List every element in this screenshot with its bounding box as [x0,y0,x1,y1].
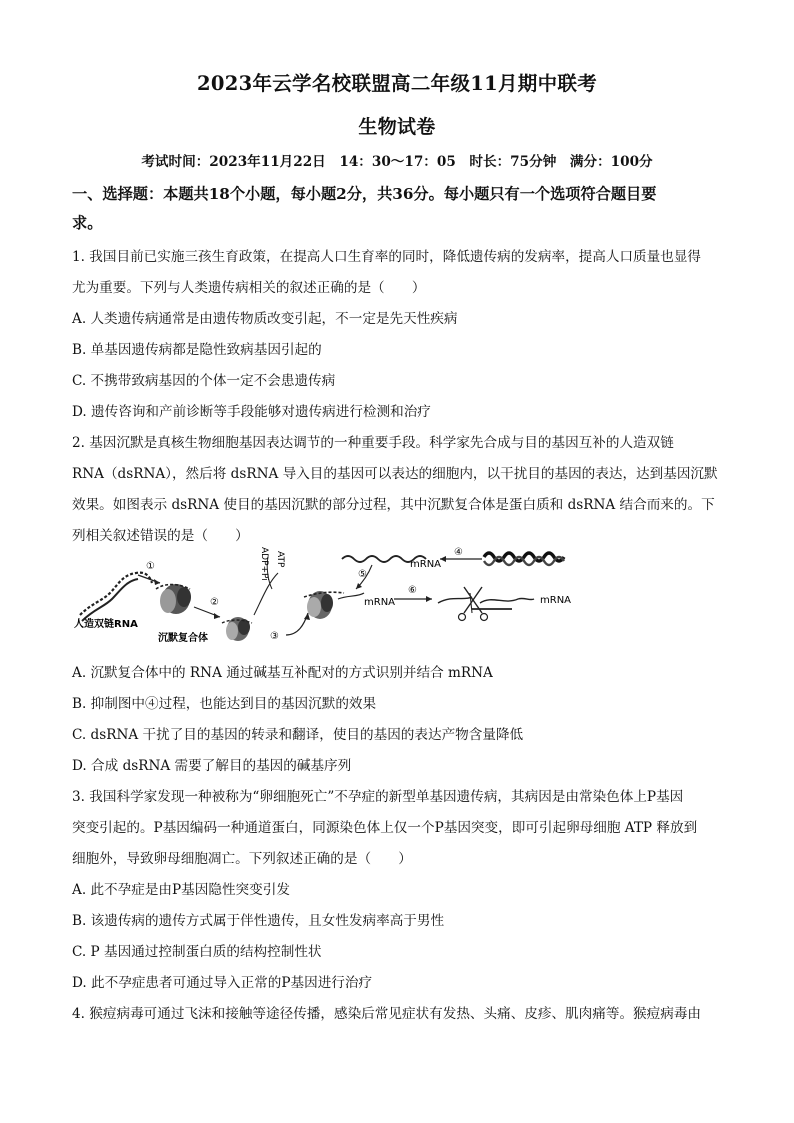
q2-stem-line1: 2. 基因沉默是真核生物细胞基因表达调节的一种重要手段。科学家先合成与目的基因互补的人造双链 [72,435,674,451]
q1-option-d: D. 遗传咨询和产前诊断等手段能够对遗传病进行检测和治疗 [72,404,431,420]
dsrna-label: 人造双链RNA [74,619,138,630]
mrna-mid-label: mRNA [364,597,396,608]
mrna-right-label: mRNA [540,595,572,606]
step-1-label: ① [146,561,155,572]
q1-stem-line1: 1. 我国目前已实施三孩生育政策，在提高人口生育率的同时，降低遗传病的发病率，提高人口质量也显得 [72,249,702,265]
exam-info: 考试时间：2023年11月22日 14：30～17：05 时长：75分钟 满分：100分 [141,154,653,170]
q2-stem-line4: 列相关叙述错误的是（ ） [72,528,249,544]
exam-subtitle: 生物试卷 [358,116,436,138]
scissors-icon [459,587,488,621]
q2-stem-line3: 效果。如图表示 dsRNA 使目的基因沉默的部分过程，其中沉默复合体是蛋白质和 dsRNA 结合而来的。下 [72,497,715,513]
q4-stem-line1: 4. 猴痘病毒可通过飞沫和接触等途径传播，感染后常见症状有发热、头痛、皮疹、肌肉痛等。猴痘病毒由 [72,1006,702,1022]
q3-stem-line1: 3. 我国科学家发现一种被称为“卵细胞死亡”不孕症的新型单基因遗传病，其病因是由常染色体上P基因 [72,789,684,805]
q3-option-b: B. 该遗传病的遗传方式属于伴性遗传，且女性发病率高于男性 [72,913,445,929]
q2-option-c: C. dsRNA 干扰了目的基因的转录和翻译，使目的基因的表达产物含量降低 [72,727,524,743]
atp-label: ATP [275,551,285,568]
step-5-label: ⑤ [358,569,367,580]
q2-option-b: B. 抑制图中④过程，也能达到目的基因沉默的效果 [72,696,377,712]
q2-option-d: D. 合成 dsRNA 需要了解目的基因的碱基序列 [72,758,352,774]
q3-option-a: A. 此不孕症是由P基因隐性突变引发 [72,882,290,898]
section-heading-line2: 求。 [72,214,103,232]
q1-option-c: C. 不携带致病基因的个体一定不会患遗传病 [72,373,336,389]
q1-option-a: A. 人类遗传病通常是由遗传物质改变引起，不一定是先天性疾病 [72,311,458,327]
q1-option-b: B. 单基因遗传病都是隐性致病基因引起的 [72,342,322,358]
q3-option-d: D. 此不孕症患者可通过导入正常的P基因进行治疗 [72,975,373,991]
q3-stem-line3: 细胞外，导致卵母细胞凋亡。下列叙述正确的是（ ） [72,851,412,867]
step-3-label: ③ [270,631,279,642]
q1-stem-line2: 尤为重要。下列与人类遗传病相关的叙述正确的是（ ） [72,280,426,296]
exam-title: 2023年云学名校联盟高二年级11月期中联考 [196,72,597,95]
step-4-label: ④ [454,547,463,558]
q3-option-c: C. P 基因通过控制蛋白质的结构控制性状 [72,944,322,960]
gene-silencing-figure [72,543,732,648]
step-2-label: ② [210,597,219,608]
q2-option-a: A. 沉默复合体中的 RNA 通过碱基互补配对的方式识别并结合 mRNA [72,665,493,681]
q2-stem-line2: RNA（dsRNA），然后将 dsRNA 导入目的基因可以表达的细胞内，以干扰目的基因的表达，达到基因沉默 [72,466,718,482]
silencing-complex-label: 沉默复合体 [158,633,208,644]
adp-label: ADP+Pi [259,547,269,581]
q3-stem-line2: 突变引起的。P基因编码一种通道蛋白，同源染色体上仅一个P基因突变，即可引起卵母细胞 ATP 释放到 [72,820,698,836]
mrna-top-label: mRNA [410,559,442,570]
section-heading-line1: 一、选择题：本题共18个小题，每小题2分，共36分。每小题只有一个选项符合题目要 [72,185,657,203]
step-6-label: ⑥ [408,585,417,596]
